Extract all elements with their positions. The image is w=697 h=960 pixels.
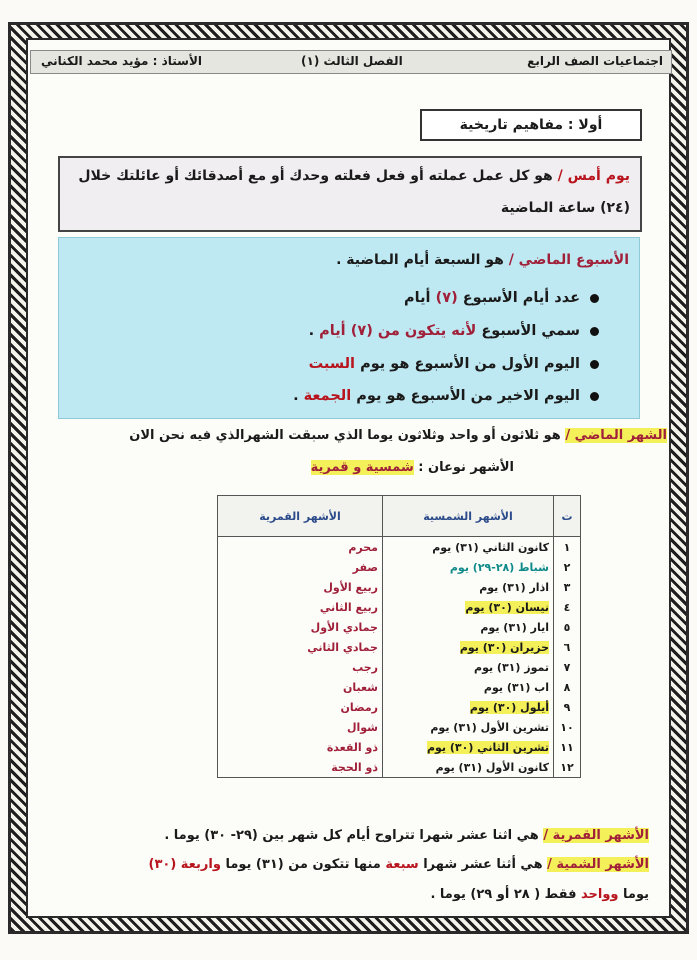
table-row: ١١ تشرين الثاني (٣٠) يوم ذو القعدة (218, 737, 581, 757)
col-header-number: ت (554, 496, 581, 537)
table-header-row (218, 496, 581, 537)
teacher-name: الأستاذ : مؤيد محمد الكناني (41, 54, 203, 68)
month-types-line (311, 460, 514, 475)
past-month-term: الشهر الماضي / (565, 428, 667, 443)
worksheet-page (8, 22, 689, 934)
table-row: ٢ شباط (٢٨-٢٩) يوم صفر (218, 557, 581, 577)
solar-def-line2: يوما وواحد فقط ( ٢٨ أو ٢٩) يوما . (430, 887, 649, 902)
bullet-dot-icon (590, 327, 599, 336)
bullet-dot-icon (590, 294, 599, 303)
past-week-line (336, 252, 629, 268)
lunar-def-line (164, 828, 649, 843)
subject-title: اجتماعيات الصف الرابع (527, 54, 663, 68)
bullet-dot-icon (590, 392, 599, 401)
table-row: ١ كانون الثاني (٣١) يوم محرم (218, 537, 581, 558)
table-row: ٩ أيلول (٣٠) يوم رمضان (218, 697, 581, 717)
yesterday-def: هو كل عمل عملته أو فعل فعلته وحدك أو مع أصدقائك أو عائلتك خلال (78, 168, 553, 184)
bullet-item: عدد أيام الأسبوع (٧) أيام (404, 290, 599, 306)
past-month-line (129, 428, 667, 443)
yesterday-line2: (٢٤) ساعة الماضية (500, 200, 630, 216)
solar-def-term: الأشهر الشمية / (547, 857, 649, 872)
month-types-value: شمسية و قمرية (310, 460, 414, 475)
past-month-def: هو ثلاثون أو واحد وثلاثون يوما الذي سبقت الشهرالذي فيه نحن الان (129, 428, 561, 443)
yesterday-term: يوم أمس / (557, 168, 630, 184)
section-title: أولا : مفاهيم تاريخية (420, 109, 642, 141)
table-row: ١٠ تشرين الأول (٣١) يوم شوال (218, 717, 581, 737)
table-row: ٥ ايار (٣١) يوم جمادي الأول (218, 617, 581, 637)
lunar-def-term: الأشهر القمرية / (543, 828, 649, 843)
yesterday-line1 (78, 168, 630, 184)
col-header-solar: الأشهر الشمسية (383, 496, 554, 537)
yesterday-definition-box (58, 156, 642, 232)
chapter-title: الفصل الثالث (١) (301, 54, 403, 68)
month-types-label: الأشهر نوعان : (418, 460, 514, 475)
table-row: ٤ نيسان (٣٠) يوم ربيع الثاني (218, 597, 581, 617)
table-row: ٣ اذار (٣١) يوم ربيع الأول (218, 577, 581, 597)
solar-def-line1: الأشهر الشمية / هي أثنا عشر شهرا سبعة منها تتكون من (٣١) يوما واربعة (٣٠) (148, 857, 649, 872)
lunar-def-text: هي اثنا عشر شهرا تتراوح أيام كل شهر بين (٢٩- ٣٠) يوما . (164, 828, 539, 843)
past-week-box (58, 237, 640, 419)
table-row: ٧ تموز (٣١) يوم رجب (218, 657, 581, 677)
bullet-item: اليوم الاخير من الأسبوع هو يوم الجمعة . (293, 388, 599, 404)
bullet-dot-icon (590, 360, 599, 369)
bullet-item: سمي الأسبوع لأنه يتكون من (٧) أيام . (309, 323, 599, 339)
months-table (217, 495, 581, 778)
col-header-lunar: الأشهر القمرية (218, 496, 383, 537)
header-bar (30, 50, 672, 74)
table-row: ٨ اب (٣١) يوم شعبان (218, 677, 581, 697)
past-week-term: الأسبوع الماضي / (508, 252, 629, 268)
table-row: ١٢ كانون الأول (٣١) يوم ذو الحجة (218, 757, 581, 778)
bullet-item: اليوم الأول من الأسبوع هو يوم السبت (309, 356, 599, 372)
past-week-def: هو السبعة أيام الماضية . (336, 252, 504, 268)
table-row: ٦ حزيران (٣٠) يوم جمادي الثاني (218, 637, 581, 657)
